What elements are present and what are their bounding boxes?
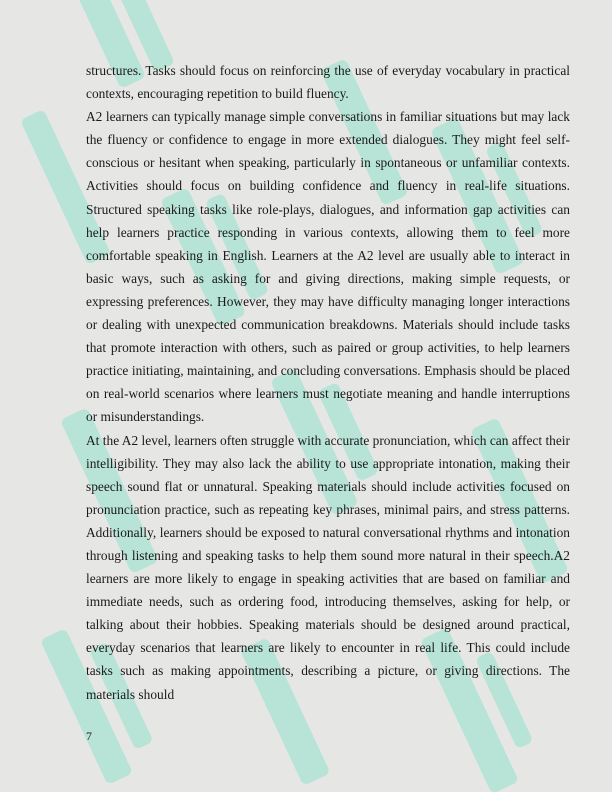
paragraph: structures. Tasks should focus on reinforcing the use of everyday vocabulary in practical contexts, encouraging repetition to build fluency. — [86, 63, 570, 102]
paragraph: At the A2 level, learners often struggle with accurate pronunciation, which can affect their intelligibility. They may also lack the ability to use appropriate intonation, making their speech sound flat or unnatural. Speaking materials should include activities focused on pronunciation practice, such as repeating key phrases, minimal pairs, and stress patterns. Additionally, learners should be exposed to natural conversational rhythms and intonation through listening and speaking tasks to help them sound more natural in their speech.A2 learners are more likely to engage in speaking activities that are based on familiar and immediate needs, such as ordering food, introducing themselves, asking for help, or talking about their hobbies. Speaking materials should be designed around practical, everyday scenarios that learners are likely to encounter in real life. This could include tasks such as making appointments, describing a picture, or giving directions. The materials should — [86, 432, 570, 702]
body-text — [86, 59, 570, 706]
page-number: 7 — [86, 729, 92, 743]
paragraph: A2 learners can typically manage simple conversations in familiar situations but may lack the fluency or confidence to engage in more extended dialogues. They might feel self-conscious or hesitant when speaking, particularly in spontaneous or unfamiliar contexts. Activities should focus on building confidence and fluency in real-life situations. Structured speaking tasks like role-plays, dialogues, and information gap activities can help learners practice responding in various contexts, allowing them to feel more comfortable speaking in English. Learners at the A2 level are usually able to interact in basic ways, such as asking for and giving directions, making simple requests, or expressing preferences. However, they may have difficulty managing longer interactions or dealing with unexpected communication breakdowns. Materials should include tasks that promote interaction with others, such as paired or group activities, to help learners practice initiating, maintaining, and concluding conversations. Emphasis should be placed on real-world scenarios where learners must negotiate meaning and handle interruptions or misunderstandings. — [86, 109, 570, 425]
